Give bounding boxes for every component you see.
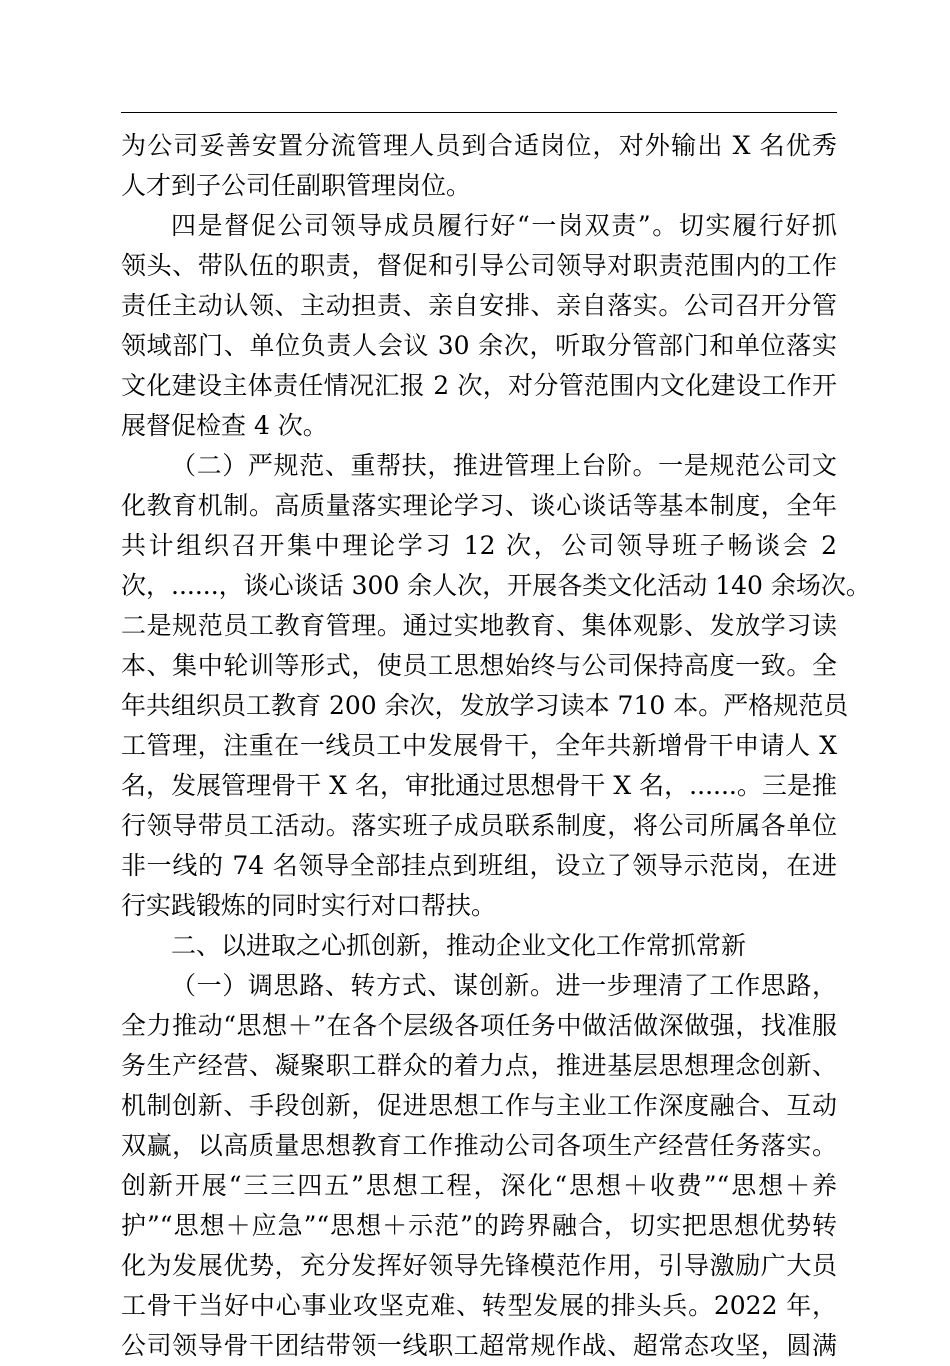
text-line: 展督促检查 4 次。 [121,411,328,440]
text-line: 公司领导骨干团结带领一线职工超常规作战、超常态攻坚，圆满 [121,1331,837,1360]
text-line: 行实践锻炼的同时实行对口帮扶。 [121,891,497,920]
text-line: 领域部门、单位负责人会议 30 余次，听取分管部门和单位落实 [121,331,837,360]
text-line: 文化建设主体责任情况汇报 2 次，对分管范围内文化建设工作开 [121,371,837,400]
text-line: （一）调思路、转方式、谋创新。进一步理清了工作思路， [171,971,837,1000]
text-line: 领头、带队伍的职责，督促和引导公司领导对职责范围内的工作 [121,251,837,280]
text-line: 行领导带员工活动。落实班子成员联系制度，将公司所属各单位 [121,811,837,840]
text-line: 双赢，以高质量思想教育工作推动公司各项生产经营任务落实。 [121,1131,837,1160]
text-line: 全力推动“思想＋”在各个层级各项任务中做活做深做强，找准服 [121,1011,837,1040]
text-line: （二）严规范、重帮扶，推进管理上台阶。一是规范公司文 [171,451,837,480]
text-line: 名，发展管理骨干 X 名，审批通过思想骨干 X 名，......。三是推 [121,771,837,800]
text-line: 为公司妥善安置分流管理人员到合适岗位，对外输出 X 名优秀 [121,131,837,160]
text-line: 机制创新、手段创新，促进思想工作与主业工作深度融合、互动 [121,1091,837,1120]
document-body [121,126,871,1366]
text-line: 次，......，谈心谈话 300 余人次，开展各类文化活动 140 余场次。 [121,571,871,600]
text-line: 二是规范员工教育管理。通过实地教育、集体观影、发放学习读 [121,611,837,640]
text-line: 责任主动认领、主动担责、亲自安排、亲自落实。公司召开分管 [121,291,837,320]
text-line: 工管理，注重在一线员工中发展骨干，全年共新增骨干申请人 X [121,731,837,760]
text-line: 护”“思想＋应急”“思想＋示范”的跨界融合，切实把思想优势转 [121,1211,837,1240]
text-line: 化为发展优势，充分发挥好领导先锋模范作用，引导激励广大员 [121,1251,837,1280]
text-line: 非一线的 74 名领导全部挂点到班组，设立了领导示范岗，在进 [121,851,837,880]
section-heading: 二、以进取之心抓创新，推动企业文化工作常抓常新 [171,931,747,960]
text-line: 年共组织员工教育 200 余次，发放学习读本 710 本。严格规范员 [121,691,849,720]
text-line: 务生产经营、凝聚职工群众的着力点，推进基层思想理念创新、 [121,1051,837,1080]
text-line: 共计组织召开集中理论学习 12 次，公司领导班子畅谈会 2 [121,531,837,560]
text-line: 化教育机制。高质量落实理论学习、谈心谈话等基本制度，全年 [121,491,837,520]
text-line: 人才到子公司任副职管理岗位。 [121,171,472,200]
text-line: 四是督促公司领导成员履行好“一岗双责”。切实履行好抓 [171,211,837,240]
text-line: 创新开展“三三四五”思想工程，深化“思想＋收费”“思想＋养 [121,1171,837,1200]
text-line: 本、集中轮训等形式，使员工思想始终与公司保持高度一致。全 [121,651,837,680]
header-rule [121,112,837,113]
text-line: 工骨干当好中心事业攻坚克难、转型发展的排头兵。2022 年， [121,1291,837,1320]
